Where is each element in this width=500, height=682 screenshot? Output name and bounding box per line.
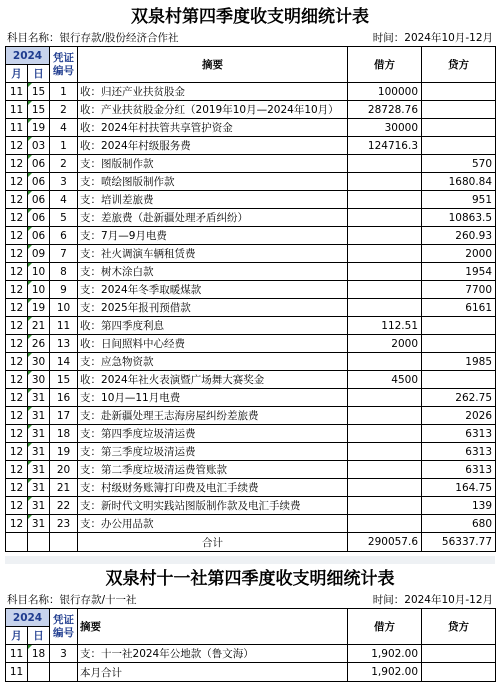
statement-title: 双泉村第四季度收支明细统计表	[131, 7, 369, 27]
row-month: 12	[6, 353, 28, 371]
row-summary: 收：产业扶贫股金分红（2019年10月—2024年10月）	[78, 101, 348, 119]
row-day: 06	[28, 227, 50, 245]
row-voucher-no: 16	[50, 389, 78, 407]
row-day: 06	[28, 155, 50, 173]
row-credit	[422, 137, 496, 155]
row-summary: 支：差旅费（赴新疆处理矛盾纠纷）	[78, 209, 348, 227]
row-day: 15	[28, 101, 50, 119]
row-summary: 支：赴新疆处理王志海房屋纠纷差旅费	[78, 407, 348, 425]
row-month: 11	[6, 645, 28, 663]
table-row	[6, 317, 496, 335]
row-day: 06	[28, 173, 50, 191]
row-debit: 100000	[348, 83, 422, 101]
row-voucher-no: 20	[50, 461, 78, 479]
table-row	[6, 101, 496, 119]
row-debit	[348, 209, 422, 227]
total-spacer	[50, 533, 78, 552]
total-credit	[422, 663, 496, 682]
row-month: 12	[6, 191, 28, 209]
credit-header: 贷方	[422, 47, 496, 83]
row-debit	[348, 299, 422, 317]
row-credit: 139	[422, 497, 496, 515]
row-month: 12	[6, 155, 28, 173]
table-row	[6, 137, 496, 155]
table-row	[6, 443, 496, 461]
row-debit	[348, 515, 422, 533]
row-day: 06	[28, 191, 50, 209]
row-summary: 支：喷绘图版制作款	[78, 173, 348, 191]
row-month: 12	[6, 389, 28, 407]
row-voucher-no: 22	[50, 497, 78, 515]
row-credit: 1954	[422, 263, 496, 281]
voucher-label-b: 编号	[53, 626, 75, 639]
row-day: 31	[28, 497, 50, 515]
total-spacer	[50, 663, 78, 682]
table-row	[6, 335, 496, 353]
row-debit: 124716.3	[348, 137, 422, 155]
row-day: 18	[28, 645, 50, 663]
row-debit	[348, 227, 422, 245]
row-summary: 支：社火调演车辆租赁费	[78, 245, 348, 263]
row-voucher-no: 2	[50, 155, 78, 173]
table-row	[6, 407, 496, 425]
row-day: 31	[28, 425, 50, 443]
row-month: 12	[6, 443, 28, 461]
row-voucher-no: 6	[50, 227, 78, 245]
table-row	[6, 209, 496, 227]
table-row	[6, 515, 496, 533]
row-credit	[422, 335, 496, 353]
row-month: 12	[6, 479, 28, 497]
row-credit	[422, 317, 496, 335]
total-debit: 1,902.00	[348, 663, 422, 682]
month-header: 月	[6, 65, 28, 83]
table-row	[6, 263, 496, 281]
row-day: 31	[28, 389, 50, 407]
subject-name: 科目名称：银行存款/十一社	[7, 594, 137, 606]
table-row	[6, 281, 496, 299]
row-credit	[422, 83, 496, 101]
row-voucher-no: 7	[50, 245, 78, 263]
row-day: 31	[28, 407, 50, 425]
year-header: 2024	[6, 47, 50, 65]
row-summary: 支：10月—11月电费	[78, 389, 348, 407]
table-row	[6, 299, 496, 317]
row-credit: 260.93	[422, 227, 496, 245]
row-day: 10	[28, 263, 50, 281]
row-debit	[348, 425, 422, 443]
row-debit	[348, 281, 422, 299]
ledger-rows	[6, 83, 496, 533]
voucher-header	[50, 47, 78, 83]
total-label: 合计	[78, 533, 348, 552]
row-debit	[348, 497, 422, 515]
row-voucher-no: 23	[50, 515, 78, 533]
statement-section-1	[5, 4, 495, 552]
table-row	[6, 425, 496, 443]
row-credit	[422, 101, 496, 119]
row-credit: 570	[422, 155, 496, 173]
row-day: 31	[28, 515, 50, 533]
row-summary: 支：应急物资款	[78, 353, 348, 371]
row-summary: 收：归还产业扶贫股金	[78, 83, 348, 101]
row-summary: 收：第四季度利息	[78, 317, 348, 335]
statement-meta	[5, 30, 495, 46]
row-voucher-no: 5	[50, 209, 78, 227]
row-voucher-no: 19	[50, 443, 78, 461]
row-summary: 支：树木涂白款	[78, 263, 348, 281]
row-day: 31	[28, 443, 50, 461]
row-credit: 7700	[422, 281, 496, 299]
row-credit: 6313	[422, 461, 496, 479]
row-month: 12	[6, 371, 28, 389]
row-credit	[422, 371, 496, 389]
row-month: 12	[6, 407, 28, 425]
table-row	[6, 461, 496, 479]
row-summary: 支：第四季度垃圾清运费	[78, 425, 348, 443]
row-month: 12	[6, 299, 28, 317]
row-summary: 支：村级财务账簿打印费及电汇手续费	[78, 479, 348, 497]
statement-meta	[5, 592, 495, 608]
row-voucher-no: 9	[50, 281, 78, 299]
row-month: 12	[6, 317, 28, 335]
ledger-table	[5, 46, 496, 552]
row-summary: 支：新时代文明实践站图版制作款及电汇手续费	[78, 497, 348, 515]
row-month: 12	[6, 209, 28, 227]
ledger-rows	[6, 645, 496, 663]
row-credit: 680	[422, 515, 496, 533]
row-debit	[348, 155, 422, 173]
row-day: 15	[28, 83, 50, 101]
row-month: 12	[6, 227, 28, 245]
row-summary: 支：办公用品款	[78, 515, 348, 533]
table-row	[6, 227, 496, 245]
row-voucher-no: 4	[50, 191, 78, 209]
debit-header: 借方	[348, 47, 422, 83]
row-day: 03	[28, 137, 50, 155]
row-debit	[348, 353, 422, 371]
table-row	[6, 479, 496, 497]
row-debit	[348, 407, 422, 425]
day-header: 日	[28, 627, 50, 645]
row-summary: 支：第三季度垃圾清运费	[78, 443, 348, 461]
subject-name: 科目名称：银行存款/股份经济合作社	[7, 32, 179, 44]
row-credit: 6161	[422, 299, 496, 317]
row-debit	[348, 263, 422, 281]
row-month: 12	[6, 497, 28, 515]
row-debit	[348, 479, 422, 497]
row-credit: 1985	[422, 353, 496, 371]
total-spacer	[6, 533, 28, 552]
row-month: 12	[6, 425, 28, 443]
row-day: 30	[28, 353, 50, 371]
voucher-header	[50, 609, 78, 645]
row-month: 12	[6, 173, 28, 191]
row-voucher-no: 15	[50, 371, 78, 389]
row-month: 11	[6, 119, 28, 137]
section-divider	[5, 556, 495, 564]
table-row	[6, 119, 496, 137]
row-debit	[348, 461, 422, 479]
row-day: 10	[28, 281, 50, 299]
row-debit	[348, 443, 422, 461]
row-summary: 收：2024年社火表演暨广场舞大赛奖金	[78, 371, 348, 389]
row-day: 21	[28, 317, 50, 335]
row-voucher-no: 14	[50, 353, 78, 371]
row-voucher-no: 2	[50, 101, 78, 119]
total-row	[6, 663, 496, 682]
summary-header: 摘要	[78, 609, 348, 645]
row-summary: 收：日间照料中心经费	[78, 335, 348, 353]
row-debit	[348, 389, 422, 407]
row-credit: 164.75	[422, 479, 496, 497]
row-voucher-no: 8	[50, 263, 78, 281]
row-voucher-no: 11	[50, 317, 78, 335]
row-day: 06	[28, 209, 50, 227]
voucher-label-b: 编号	[53, 64, 75, 77]
row-voucher-no: 1	[50, 83, 78, 101]
row-summary: 支：第二季度垃圾清运费管账款	[78, 461, 348, 479]
year-header: 2024	[6, 609, 50, 627]
row-month: 12	[6, 461, 28, 479]
row-day: 31	[28, 479, 50, 497]
row-voucher-no: 10	[50, 299, 78, 317]
row-month: 11	[6, 83, 28, 101]
row-voucher-no: 4	[50, 119, 78, 137]
row-debit: 30000	[348, 119, 422, 137]
row-credit: 10863.5	[422, 209, 496, 227]
row-summary: 支：2025年报刊预借款	[78, 299, 348, 317]
row-month: 12	[6, 335, 28, 353]
table-row	[6, 173, 496, 191]
row-debit: 112.51	[348, 317, 422, 335]
row-month: 12	[6, 137, 28, 155]
statement-title: 双泉村十一社第四季度收支明细统计表	[105, 569, 395, 589]
total-month: 11	[6, 663, 28, 682]
row-summary: 支：十一社2024年公地款（鲁文海）	[78, 645, 348, 663]
table-row	[6, 371, 496, 389]
row-voucher-no: 1	[50, 137, 78, 155]
row-summary: 支：图版制作款	[78, 155, 348, 173]
row-summary: 支：培训差旅费	[78, 191, 348, 209]
total-spacer	[28, 663, 50, 682]
row-credit: 951	[422, 191, 496, 209]
row-voucher-no: 18	[50, 425, 78, 443]
row-summary: 收：2024年村级服务费	[78, 137, 348, 155]
row-day: 31	[28, 461, 50, 479]
total-debit: 290057.6	[348, 533, 422, 552]
row-debit: 4500	[348, 371, 422, 389]
row-credit	[422, 645, 496, 663]
total-label: 本月合计	[78, 663, 348, 682]
table-row	[6, 645, 496, 663]
total-spacer	[28, 533, 50, 552]
table-row	[6, 83, 496, 101]
total-row	[6, 533, 496, 552]
row-voucher-no: 3	[50, 173, 78, 191]
row-month: 11	[6, 101, 28, 119]
row-debit	[348, 245, 422, 263]
table-row	[6, 245, 496, 263]
table-row	[6, 389, 496, 407]
row-voucher-no: 3	[50, 645, 78, 663]
table-row	[6, 155, 496, 173]
row-day: 19	[28, 119, 50, 137]
table-row	[6, 497, 496, 515]
row-debit: 1,902.00	[348, 645, 422, 663]
row-voucher-no: 13	[50, 335, 78, 353]
total-credit: 56337.77	[422, 533, 496, 552]
row-day: 19	[28, 299, 50, 317]
row-month: 12	[6, 245, 28, 263]
row-month: 12	[6, 281, 28, 299]
debit-header: 借方	[348, 609, 422, 645]
row-credit: 6313	[422, 425, 496, 443]
time-range: 时间：2024年10月-12月	[372, 32, 493, 44]
row-day: 30	[28, 371, 50, 389]
day-header: 日	[28, 65, 50, 83]
row-month: 12	[6, 263, 28, 281]
row-day: 09	[28, 245, 50, 263]
ledger-table	[5, 608, 496, 682]
row-summary: 支：2024年冬季取暖煤款	[78, 281, 348, 299]
row-debit: 28728.76	[348, 101, 422, 119]
month-header: 月	[6, 627, 28, 645]
row-credit: 262.75	[422, 389, 496, 407]
row-credit	[422, 119, 496, 137]
time-range: 时间：2024年10月-12月	[372, 594, 493, 606]
credit-header: 贷方	[422, 609, 496, 645]
row-day: 26	[28, 335, 50, 353]
row-debit	[348, 191, 422, 209]
table-row	[6, 191, 496, 209]
row-summary: 收：2024年村扶管共享管护资金	[78, 119, 348, 137]
statement-section-2	[5, 566, 495, 682]
row-voucher-no: 17	[50, 407, 78, 425]
row-credit: 6313	[422, 443, 496, 461]
table-row	[6, 353, 496, 371]
row-credit: 1680.84	[422, 173, 496, 191]
summary-header: 摘要	[78, 47, 348, 83]
voucher-label-a: 凭证	[53, 51, 75, 64]
row-credit: 2026	[422, 407, 496, 425]
voucher-label-a: 凭证	[53, 613, 75, 626]
row-voucher-no: 21	[50, 479, 78, 497]
row-summary: 支：7月—9月电费	[78, 227, 348, 245]
row-debit: 2000	[348, 335, 422, 353]
row-credit: 2000	[422, 245, 496, 263]
row-month: 12	[6, 515, 28, 533]
row-debit	[348, 173, 422, 191]
